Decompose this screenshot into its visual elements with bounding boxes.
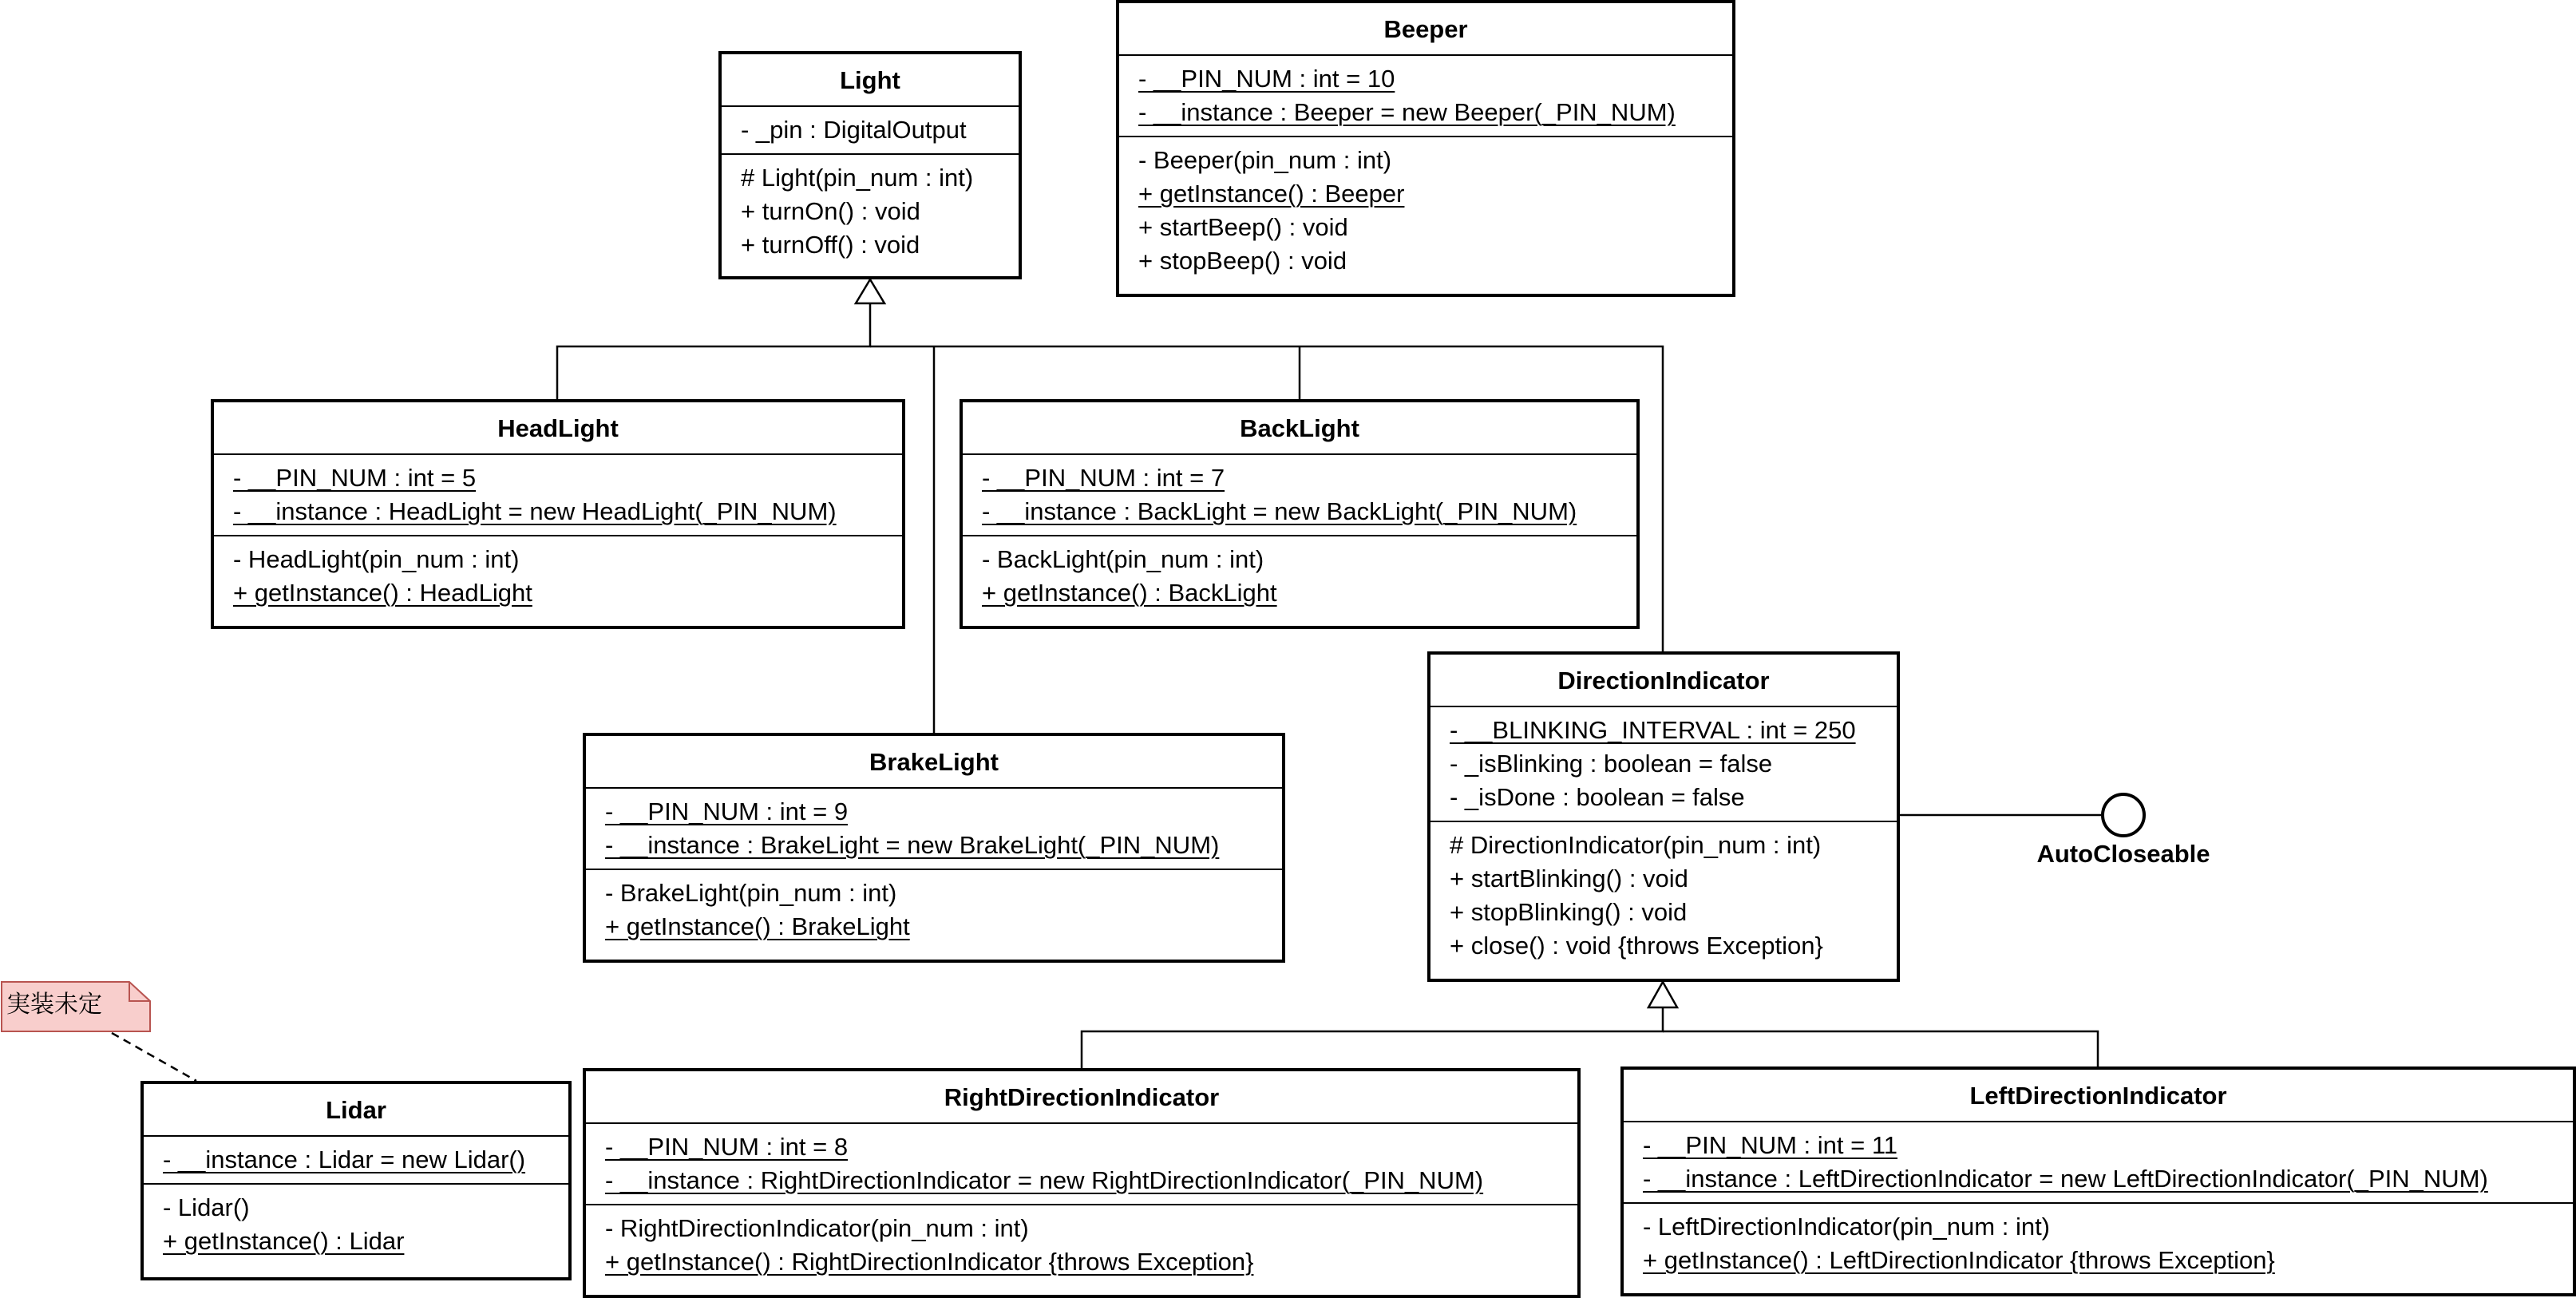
attributes-section	[214, 455, 902, 536]
operation: + getInstance() : Lidar	[163, 1227, 405, 1255]
class-name: Beeper	[1119, 3, 1732, 56]
operations-section	[586, 1205, 1577, 1285]
attribute: - __PIN_NUM : int = 11	[1643, 1131, 1898, 1159]
attribute: - __instance : HeadLight = new HeadLight(_PIN_NUM)	[233, 497, 837, 525]
class-name: DirectionIndicator	[1430, 655, 1897, 707]
operation: + getInstance() : BackLight	[982, 579, 1277, 607]
attribute: - __instance : Lidar = new Lidar()	[163, 1146, 526, 1173]
operation: + getInstance() : HeadLight	[233, 579, 532, 607]
attribute: - _pin : DigitalOutput	[741, 116, 967, 144]
class-name: HeadLight	[214, 402, 902, 455]
attribute: - _isBlinking : boolean = false	[1450, 750, 1773, 778]
class-light	[718, 51, 1022, 279]
operation: + stopBeep() : void	[1138, 247, 1347, 275]
class-name: RightDirectionIndicator	[586, 1071, 1577, 1124]
attribute: - __PIN_NUM : int = 8	[605, 1133, 849, 1161]
attribute: - __instance : RightDirectionIndicator = new RightDirectionIndicator(_PIN_NUM)	[605, 1166, 1484, 1194]
operation: + getInstance() : Beeper	[1138, 180, 1405, 208]
operation: # DirectionIndicator(pin_num : int)	[1450, 831, 1822, 859]
note-anchor-line	[112, 1033, 196, 1081]
attribute: - __BLINKING_INTERVAL : int = 250	[1450, 716, 1856, 744]
attribute: - __PIN_NUM : int = 5	[233, 464, 477, 492]
attribute: - __instance : LeftDirectionIndicator = new LeftDirectionIndicator(_PIN_NUM)	[1643, 1165, 2488, 1193]
class-rightdirectionindicator	[583, 1068, 1581, 1298]
generalization-arrowhead-light	[856, 279, 884, 303]
class-name: BrakeLight	[586, 736, 1282, 789]
operations-section	[722, 155, 1019, 268]
operations-section	[144, 1185, 568, 1264]
class-name: LeftDirectionIndicator	[1624, 1070, 2573, 1122]
generalization-line-leftdirectionindicator	[1663, 1031, 2098, 1066]
class-leftdirectionindicator	[1620, 1066, 2576, 1296]
attributes-section	[963, 455, 1636, 536]
operation: - Lidar()	[163, 1193, 250, 1221]
class-name: Lidar	[144, 1084, 568, 1137]
operation: + startBlinking() : void	[1450, 865, 1688, 892]
operation: - BrakeLight(pin_num : int)	[605, 879, 897, 907]
attributes-section	[1119, 56, 1732, 137]
operation: + stopBlinking() : void	[1450, 898, 1688, 926]
attribute: - __PIN_NUM : int = 7	[982, 464, 1225, 492]
generalization-line-rightdirectionindicator	[1082, 1007, 1663, 1068]
operation: + close() : void {throws Exception}	[1450, 932, 1823, 960]
operations-section	[214, 536, 902, 616]
operations-section	[1624, 1204, 2573, 1284]
operation: + getInstance() : RightDirectionIndicator {throws Exception}	[605, 1248, 1254, 1276]
class-name: Light	[722, 54, 1019, 107]
note-text: 実装未定	[6, 991, 102, 1019]
attribute: - __PIN_NUM : int = 10	[1138, 65, 1395, 93]
class-brakelight	[583, 733, 1285, 963]
class-backlight	[960, 399, 1640, 629]
autocloseable-interface-icon	[2103, 794, 2144, 836]
operation: + getInstance() : BrakeLight	[605, 912, 910, 940]
attributes-section	[722, 107, 1019, 155]
operation: - LeftDirectionIndicator(pin_num : int)	[1643, 1213, 2051, 1241]
operations-section	[586, 870, 1282, 950]
attribute: - __PIN_NUM : int = 9	[605, 797, 849, 825]
attributes-section	[144, 1137, 568, 1185]
attributes-section	[586, 1124, 1577, 1205]
note	[0, 980, 152, 1033]
operations-section	[963, 536, 1636, 616]
operations-section	[1430, 822, 1897, 969]
generalization-arrowhead-directionindicator	[1648, 982, 1677, 1007]
class-directionindicator	[1427, 651, 1900, 982]
attribute: - __instance : BackLight = new BackLight(_PIN_NUM)	[982, 497, 1577, 525]
class-beeper	[1116, 0, 1735, 297]
operation: + turnOn() : void	[741, 197, 920, 225]
operation: - BackLight(pin_num : int)	[982, 545, 1264, 573]
attribute: - __instance : Beeper = new Beeper(_PIN_NUM)	[1138, 98, 1676, 126]
class-lidar	[140, 1081, 572, 1280]
operation: - Beeper(pin_num : int)	[1138, 146, 1392, 174]
interface-label-autocloseable: AutoCloseable	[2036, 840, 2210, 868]
class-headlight	[211, 399, 905, 629]
operation: + turnOff() : void	[741, 231, 920, 259]
attributes-section	[1624, 1122, 2573, 1204]
operation: + startBeep() : void	[1138, 213, 1348, 241]
attributes-section	[1430, 707, 1897, 822]
generalization-line-headlight	[557, 302, 870, 399]
operation: + getInstance() : LeftDirectionIndicator {throws Exception}	[1643, 1246, 2275, 1274]
operation: - RightDirectionIndicator(pin_num : int)	[605, 1214, 1029, 1242]
class-name: BackLight	[963, 402, 1636, 455]
operation: # Light(pin_num : int)	[741, 164, 974, 192]
attribute: - _isDone : boolean = false	[1450, 783, 1745, 811]
attributes-section	[586, 789, 1282, 870]
operation: - HeadLight(pin_num : int)	[233, 545, 520, 573]
operations-section	[1119, 137, 1732, 284]
attribute: - __instance : BrakeLight = new BrakeLight(_PIN_NUM)	[605, 831, 1220, 859]
